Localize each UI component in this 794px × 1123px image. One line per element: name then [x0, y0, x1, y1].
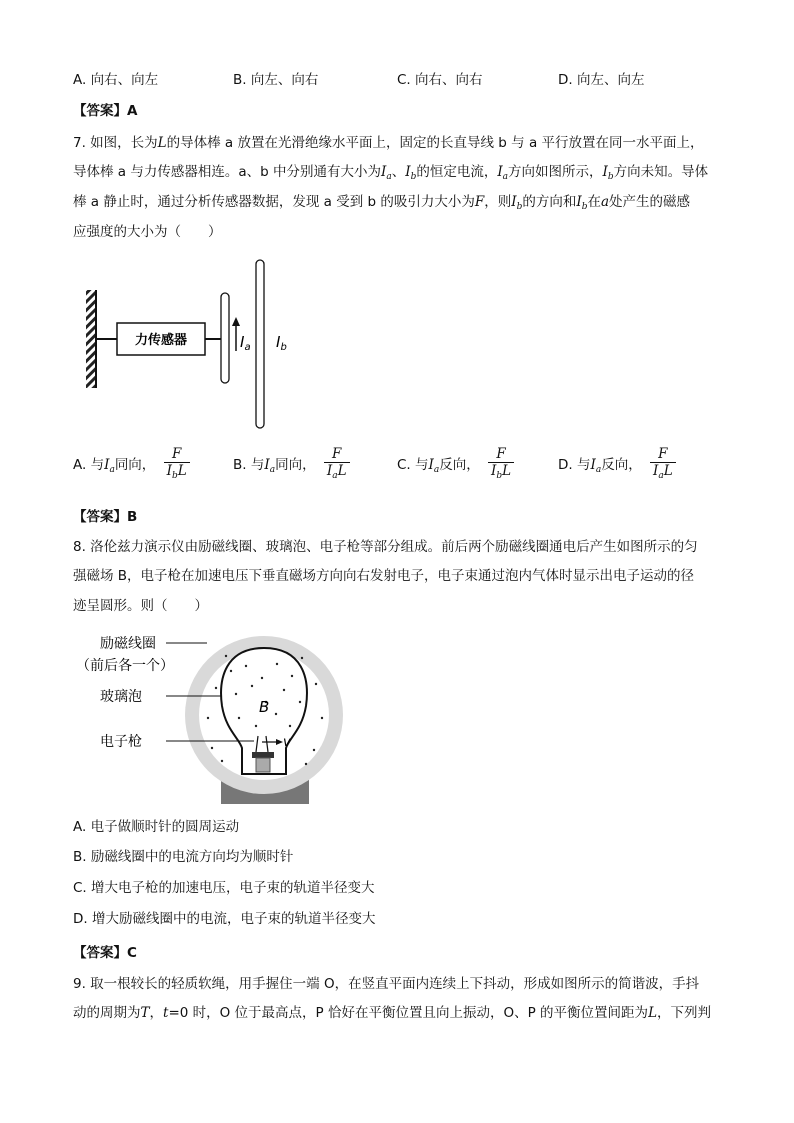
coil-label: 励磁线圈	[100, 636, 156, 652]
label-Ib: $I_b$	[276, 333, 287, 353]
q6-option-c: C. 向右、向右	[397, 72, 483, 88]
q8-figure	[76, 626, 356, 806]
label-Ia: $I_a$	[240, 333, 251, 353]
q8-line-2: 强磁场 B，电子枪在加速电压下垂直磁场方向向右发射电子，电子束通过泡内气体时显示出电子运动的径	[73, 568, 695, 584]
gun-base	[252, 752, 274, 758]
q7-line-1: 7. 如图，长为L的导体棒 a 放置在光滑绝缘水平面上，固定的长直导线 b 与 a 平行放置在同一水平面上，	[73, 135, 704, 151]
q9-line-1: 9. 取一根较长的轻质软绳，用手握住一端 O，在竖直平面内连续上下抖动，形成如图所示的简谐波，手抖	[73, 976, 700, 992]
q9-line-2: 动的周期为T，t=0 时，O 位于最高点，P 恰好在平衡位置且向上振动，O、P 的平衡位置间距为L，下列判	[73, 1005, 712, 1021]
bulb-label: 玻璃泡	[100, 689, 142, 705]
gun-label: 电子枪	[100, 734, 142, 750]
q8-line-3: 迹呈圆形。则（ ）	[73, 598, 208, 614]
q7-option-a: A. 与$I_a$同向， $\frac{F}{I_bL}$	[73, 446, 190, 484]
q7-line-3: 棒 a 静止时，通过分析传感器数据，发现 a 受到 b 的吸引力大小为F，则$I_b$的方向和$I_b$在a处产生的磁感	[73, 194, 691, 212]
q7-option-b: B. 与$I_a$同向， $\frac{F}{I_aL}$	[233, 446, 350, 484]
q7-option-d: D. 与$I_a$反向， $\frac{F}{I_aL}$	[558, 446, 676, 484]
wall-hatch	[86, 290, 96, 388]
q8-line-1: 8. 洛伦兹力演示仪由励磁线圈、玻璃泡、电子枪等部分组成。前后两个励磁线圈通电后产生如图所示的匀	[73, 539, 698, 555]
q7-option-c: C. 与$I_a$反向， $\frac{F}{I_bL}$	[397, 446, 514, 484]
rod-a	[221, 293, 229, 383]
q8-answer: 【答案】C	[73, 945, 137, 961]
gun-socket	[256, 758, 270, 772]
q7-line-2: 导体棒 a 与力传感器相连。a、b 中分别通有大小为$I_a$、$I_b$的恒定电流，$I_a$方向如图所示，$I_b$方向未知。导体	[73, 164, 709, 182]
q8-option-b: B. 励磁线圈中的电流方向均为顺时针	[73, 849, 294, 865]
coil-sub-label: （前后各一个）	[76, 658, 174, 674]
q6-option-d: D. 向左、向左	[558, 72, 645, 88]
force-sensor-label: 力传感器	[134, 333, 188, 348]
label-B: B	[259, 698, 270, 716]
q8-option-d: D. 增大励磁线圈中的电流，电子束的轨道半径变大	[73, 911, 376, 927]
q6-answer: 【答案】A	[73, 103, 138, 119]
current-a-arrowhead	[232, 317, 240, 326]
q7-figure	[80, 255, 320, 435]
q8-option-c: C. 增大电子枪的加速电压，电子束的轨道半径变大	[73, 880, 375, 896]
q6-option-b: B. 向左、向右	[233, 72, 319, 88]
label-v: v	[283, 735, 291, 750]
q8-option-a: A. 电子做顺时针的圆周运动	[73, 819, 240, 835]
wire-b	[256, 260, 264, 428]
q6-option-a: A. 向右、向左	[73, 72, 159, 88]
q7-line-4: 应强度的大小为（ ）	[73, 224, 222, 240]
q7-answer: 【答案】B	[73, 509, 138, 525]
